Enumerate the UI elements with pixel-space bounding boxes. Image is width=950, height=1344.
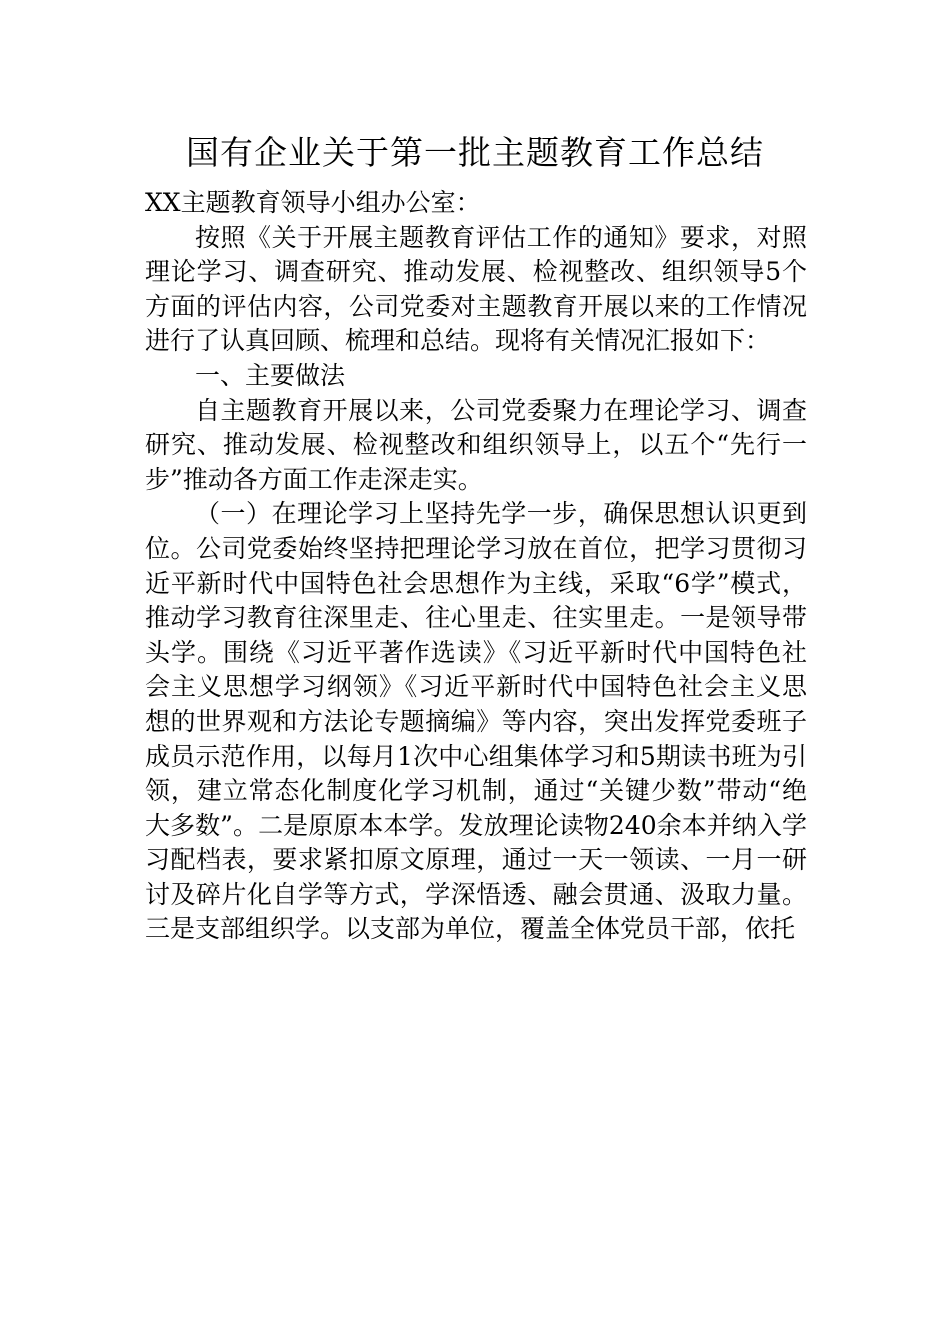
document-body xyxy=(145,186,807,947)
overview-paragraph: 自主题教育开展以来，公司党委聚力在理论学习、调查研究、推动发展、检视整改和组织领导上，以五个“先行一步”推动各方面工作走深走实。 xyxy=(145,395,807,494)
document-title: 国有企业关于第一批主题教育工作总结 xyxy=(186,133,764,172)
theory-study-paragraph: （一）在理论学习上坚持先学一步，确保思想认识更到位。公司党委始终坚持把理论学习放在首位，把学习贯彻习近平新时代中国特色社会思想作为主线，采取“6学”模式，推动学习教育往深里走、往心里走、往实里走。一是领导带头学。围绕《习近平著作选读》《习近平新时代中国特色社会主义思想学习纲领》《习近平新时代中国特色社会主义思想的世界观和方法论专题摘编》等内容，突出发挥党委班子成员示范作用，以每月1次中心组集体学习和5期读书班为引领，建立常态化制度化学习机制，通过“关键少数”带动“绝大多数”。二是原原本本学。发放理论读物240余本并纳入学习配档表，要求紧扣原文原理，通过一天一领读、一月一研讨及碎片化自学等方式，学深悟透、融会贯通、汲取力量。三是支部组织学。以支部为单位，覆盖全体党员干部，依托 xyxy=(145,499,807,944)
section-heading: 一、主要做法 xyxy=(195,360,346,390)
salutation: XX主题教育领导小组办公室： xyxy=(145,188,481,217)
intro-paragraph: 按照《关于开展主题教育评估工作的通知》要求，对照理论学习、调查研究、推动发展、检视整改、组织领导5个方面的评估内容，公司党委对主题教育开展以来的工作情况进行了认真回顾、梳理和总结。现将有关情况汇报如下： xyxy=(145,222,807,356)
